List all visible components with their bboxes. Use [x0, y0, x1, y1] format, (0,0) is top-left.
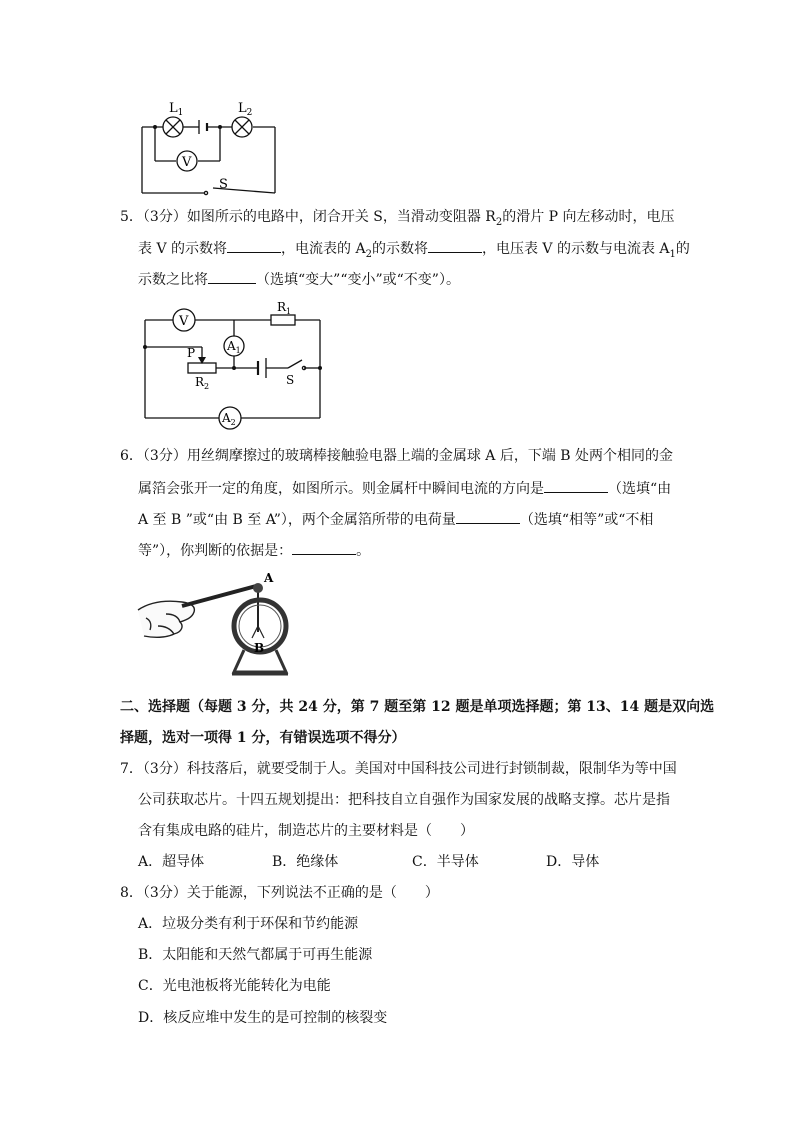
- q7-line-1: 7．（3分）科技落后，就要受制于人。美国对中国科技公司进行封锁制裁，限制华为等中国: [120, 761, 677, 777]
- q8-option-a[interactable]: A．垃圾分类有利于环保和节约能源: [138, 916, 359, 932]
- voltmeter-label: V: [182, 155, 192, 170]
- answer-blank[interactable]: [292, 540, 356, 555]
- switch-label: S: [219, 177, 228, 192]
- slider-p-label: P: [187, 346, 196, 360]
- ammeter-a2-label: $A_2$: [222, 411, 236, 427]
- answer-blank[interactable]: [208, 269, 256, 284]
- q8-stem: 8．（3分）关于能源，下列说法不正确的是（ ）: [120, 885, 439, 901]
- switch-label: S: [286, 373, 295, 387]
- q6-line-4: 等”），你判断的依据是： 。: [138, 540, 370, 561]
- q8-option-d[interactable]: D．核反应堆中发生的是可控制的核裂变: [138, 1010, 388, 1026]
- answer-blank[interactable]: [456, 509, 520, 524]
- q7-option-c[interactable]: C．半导体: [412, 854, 479, 870]
- q6-line-2: 属箔会张开一定的角度，如图所示。则金属杆中瞬间电流的方向是 （选填“由: [138, 478, 671, 499]
- q5-line-3: 示数之比将 （选填“变大”“变小”或“不变”）。: [138, 269, 460, 290]
- q8-option-b[interactable]: B．太阳能和天然气都属于可再生能源: [138, 947, 373, 963]
- electroscope-figure: [136, 570, 296, 682]
- circuit-diagram-q5: [138, 298, 328, 432]
- lamp-l2-label: $L_2$: [238, 101, 253, 118]
- section-2-heading-line-2: 择题，选对一项得 1 分，有错误选项不得分）: [120, 730, 406, 746]
- q7-line-3: 含有集成电路的硅片，制造芯片的主要材料是（ ）: [138, 823, 474, 839]
- ball-a-label: A: [264, 571, 274, 585]
- q7-line-2: 公司获取芯片。十四五规划提出：把科技自立自强作为国家发展的战略支撑。芯片是指: [138, 792, 670, 808]
- q7-option-b[interactable]: B．绝缘体: [272, 854, 339, 870]
- voltmeter-label: V: [179, 314, 189, 329]
- answer-blank[interactable]: [428, 238, 482, 253]
- answer-blank[interactable]: [227, 238, 281, 253]
- leaf-b-label: B: [254, 641, 265, 655]
- resistor-r1-label: $R_1$: [277, 300, 292, 316]
- q7-option-d[interactable]: D．导体: [546, 854, 600, 870]
- ammeter-a1-label: $A_1$: [227, 339, 241, 355]
- q6-line-1: 6．（3分）用丝绸摩擦过的玻璃棒接触验电器上端的金属球 A 后，下端 B 处两个相同的金: [120, 448, 674, 464]
- q7-option-a[interactable]: A．超导体: [138, 854, 205, 870]
- section-2-heading-line-1: 二、选择题（每题 3 分，共 24 分，第 7 题至第 12 题是单项选择题；第 13、14 题是双向选: [120, 699, 715, 715]
- q8-option-c[interactable]: C．光电池板将光能转化为电能: [138, 978, 331, 994]
- q5-line-1: 5．（3分）如图所示的电路中，闭合开关 S，当滑动变阻器 $R_2$的滑片 P 向左移动时，电压: [120, 209, 675, 228]
- q6-line-3: A 至 B ”或“由 B 至 A”），两个金属箔所带的电荷量 （选填“相等”或“不相: [138, 509, 653, 530]
- answer-blank[interactable]: [544, 478, 608, 493]
- q5-line-2: 表 V 的示数将 ，电流表的 $A_2$的示数将 ，电压表 V 的示数与电流表 $A_1$的: [138, 238, 690, 265]
- circuit-diagram-q4: [135, 96, 285, 198]
- rheostat-r2-label: $R_2$: [195, 375, 210, 391]
- lamp-l1-label: $L_1$: [169, 101, 184, 118]
